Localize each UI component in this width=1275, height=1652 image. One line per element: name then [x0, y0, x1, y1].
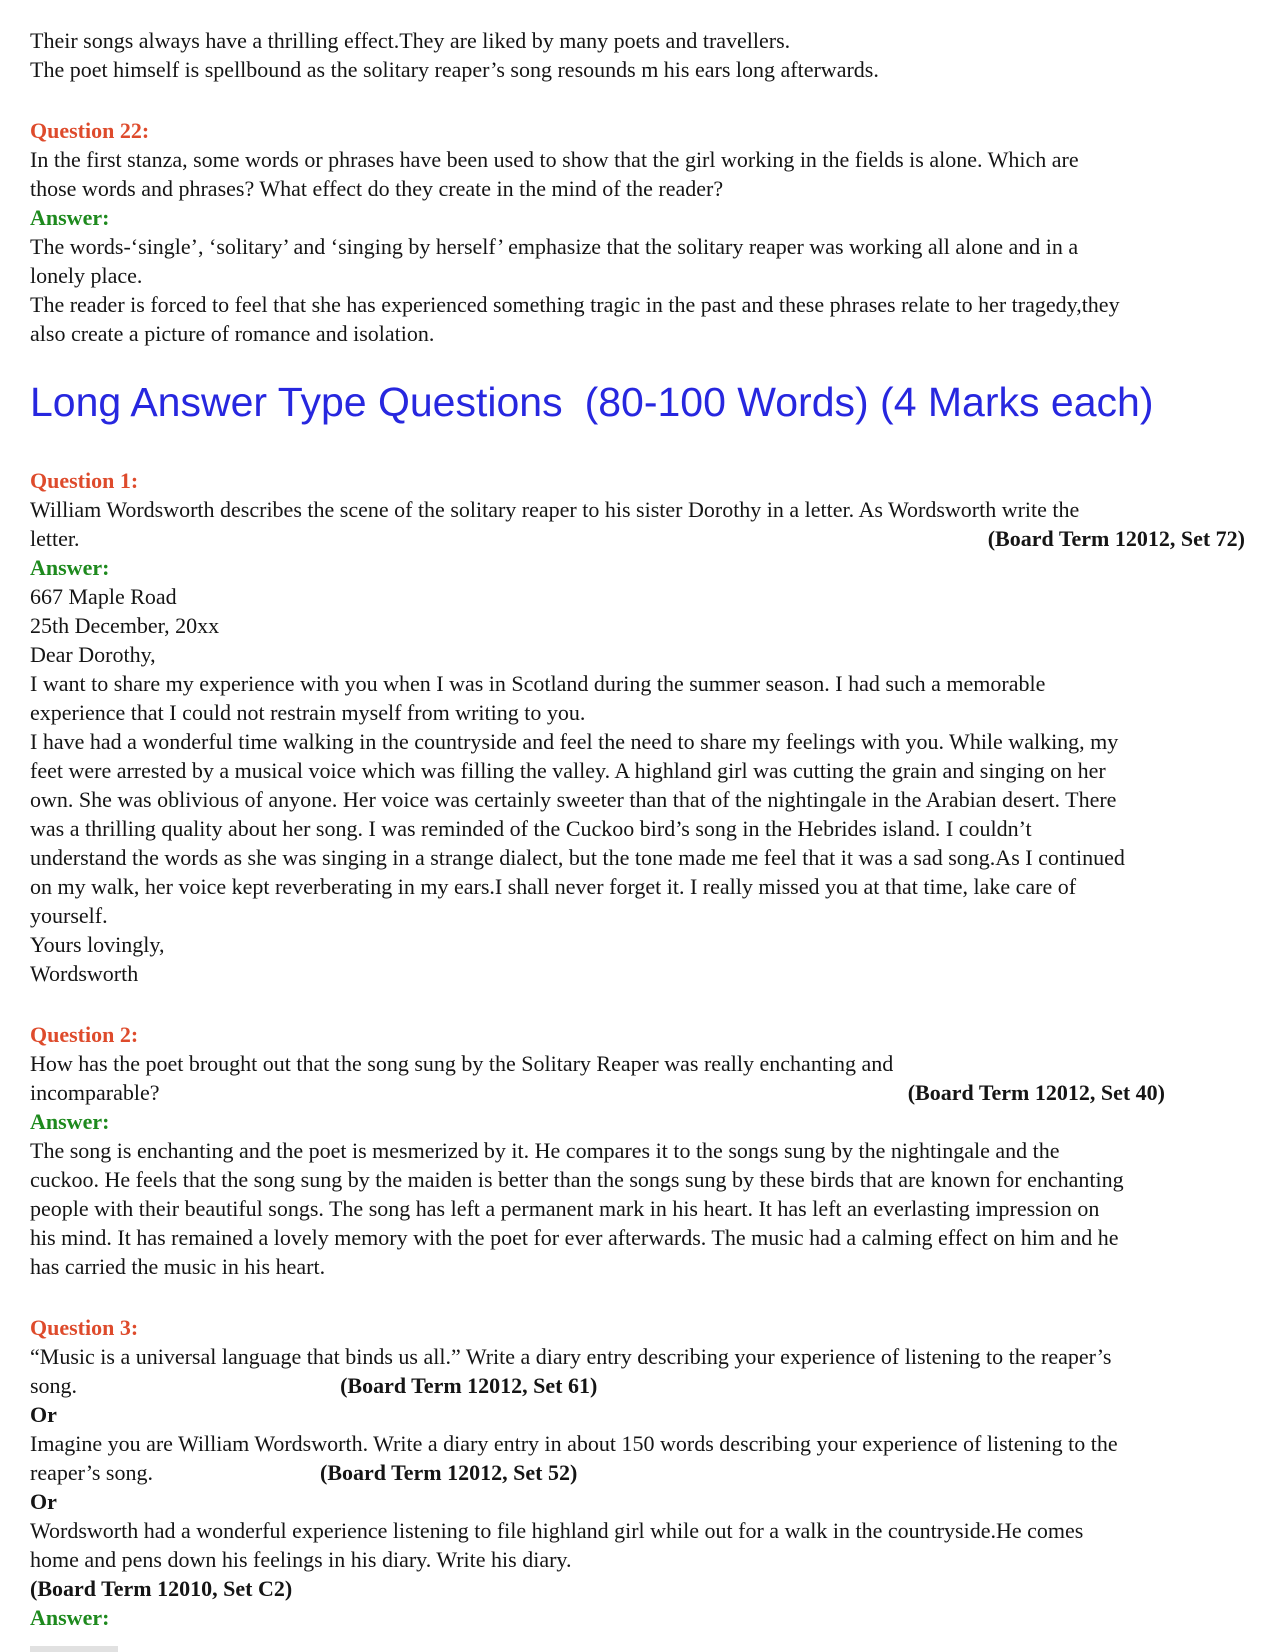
question-text-lead: song.	[30, 1373, 78, 1398]
question-text-line: Imagine you are William Wordsworth. Write a diary entry in about 150 words describing your experience of listening to the	[30, 1431, 1118, 1456]
question-heading: Question 1:	[30, 468, 139, 493]
answer-text-line: experience that I could not restrain myself from writing to you.	[30, 700, 586, 725]
question-22-block	[30, 116, 1245, 348]
board-term-citation: (Board Term 12012, Set 40)	[907, 1080, 1165, 1105]
question-text-lead: reaper’s song.	[30, 1460, 153, 1485]
answer-text-line: on my walk, her voice kept reverberating in my ears.I shall never forget it. I really missed you at that time, lake care of	[30, 874, 1077, 899]
question-text-line: How has the poet brought out that the song sung by the Solitary Reaper was really enchanting and	[30, 1051, 894, 1076]
question-heading: Question 2:	[30, 1022, 139, 1047]
cut-off-next-line	[30, 1646, 118, 1652]
answer-text-line: people with their beautiful songs. The song has left a permanent mark in his heart. It has left an everlasting impression on	[30, 1196, 1100, 1221]
answer-text-line: own. She was oblivious of anyone. Her voice was certainly sweeter than that of the nightingale in the Arabian desert. There	[30, 787, 1117, 812]
answer-text-line: has carried the music in his heart.	[30, 1254, 326, 1279]
section-heading-subtitle: (80-100 Words) (4 Marks each)	[584, 379, 1154, 425]
section-heading	[30, 378, 1245, 426]
question-text-line: Wordsworth had a wonderful experience listening to file highland girl while out for a walk in the countryside.He comes	[30, 1518, 1084, 1543]
answer-text-line: feet were arrested by a musical voice which was filling the valley. A highland girl was cutting the grain and singing on her	[30, 758, 1106, 783]
intro-line: The poet himself is spellbound as the solitary reaper’s song resounds m his ears long afterwards.	[30, 57, 879, 82]
answer-text-line: Dear Dorothy,	[30, 642, 156, 667]
question-1-block	[30, 466, 1245, 988]
question-3-block	[30, 1313, 1245, 1652]
question-text-line: home and pens down his feelings in his diary. Write his diary.	[30, 1547, 572, 1572]
answer-text-line: yourself.	[30, 903, 108, 928]
answer-text-line: Wordsworth	[30, 961, 139, 986]
question-heading: Question 3:	[30, 1315, 139, 1340]
intro-line: Their songs always have a thrilling effect.They are liked by many poets and travellers.	[30, 28, 791, 53]
question-2-block	[30, 1020, 1245, 1281]
answer-text-line: The song is enchanting and the poet is mesmerized by it. He compares it to the songs sung by the nightingale and the	[30, 1138, 1060, 1163]
answer-label: Answer:	[30, 555, 110, 580]
board-term-citation: (Board Term 12012, Set 72)	[987, 526, 1245, 551]
answer-text-line: I have had a wonderful time walking in the countryside and feel the need to share my feelings with you. While walking, my	[30, 729, 1119, 754]
answer-label: Answer:	[30, 205, 110, 230]
answer-text-line: was a thrilling quality about her song. I was reminded of the Cuckoo bird’s song in the Hebrides island. I couldn’t	[30, 816, 1032, 841]
answer-text-line: understand the words as she was singing in a strange dialect, but the tone made me feel that it was a sad song.As I continued	[30, 845, 1125, 870]
answer-label: Answer:	[30, 1109, 110, 1134]
or-label: Or	[30, 1402, 57, 1427]
answer-text-line: his mind. It has remained a lovely memory with the poet for ever afterwards. The music had a calming effect on him and he	[30, 1225, 1119, 1250]
board-term-citation: (Board Term 12012, Set 61)	[340, 1373, 598, 1398]
question-heading: Question 22:	[30, 118, 150, 143]
section-heading-title: Long Answer Type Questions	[30, 379, 563, 425]
question-text-lead: incomparable?	[30, 1080, 160, 1105]
question-text-line: William Wordsworth describes the scene of the solitary reaper to his sister Dorothy in a letter. As Wordsworth write the	[30, 497, 1080, 522]
question-text-lead: letter.	[30, 526, 80, 551]
answer-text-line: also create a picture of romance and isolation.	[30, 321, 435, 346]
answer-text-line: 25th December, 20xx	[30, 613, 220, 638]
answer-text-line: The reader is forced to feel that she has experienced something tragic in the past and these phrases relate to her tragedy,they	[30, 292, 1120, 317]
answer-text-line: lonely place.	[30, 263, 143, 288]
question-text-line	[30, 1078, 1245, 1107]
question-text-line	[30, 524, 1245, 553]
answer-label: Answer:	[30, 1605, 110, 1630]
question-text-line	[30, 1458, 1245, 1487]
answer-text-line: 667 Maple Road	[30, 584, 177, 609]
board-term-citation: (Board Term 12010, Set C2)	[30, 1576, 293, 1601]
question-text-line: “Music is a universal language that binds us all.” Write a diary entry describing your experience of listening to the reaper’s	[30, 1344, 1112, 1369]
answer-text-line: I want to share my experience with you when I was in Scotland during the summer season. I had such a memorable	[30, 671, 1046, 696]
answer-text-line: cuckoo. He feels that the song sung by the maiden is better than the songs sung by these birds that are known for enchanting	[30, 1167, 1124, 1192]
answer-text-line: The words-‘single’, ‘solitary’ and ‘singing by herself’ emphasize that the solitary reaper was working all alone and in a	[30, 234, 1079, 259]
question-text-line	[30, 1371, 1245, 1400]
answer-text-line: Yours lovingly,	[30, 932, 165, 957]
question-text-line: those words and phrases? What effect do they create in the mind of the reader?	[30, 176, 724, 201]
or-label: Or	[30, 1489, 57, 1514]
question-text-line: In the first stanza, some words or phrases have been used to show that the girl working in the fields is alone. Which are	[30, 147, 1079, 172]
board-term-citation: (Board Term 12012, Set 52)	[320, 1460, 578, 1485]
